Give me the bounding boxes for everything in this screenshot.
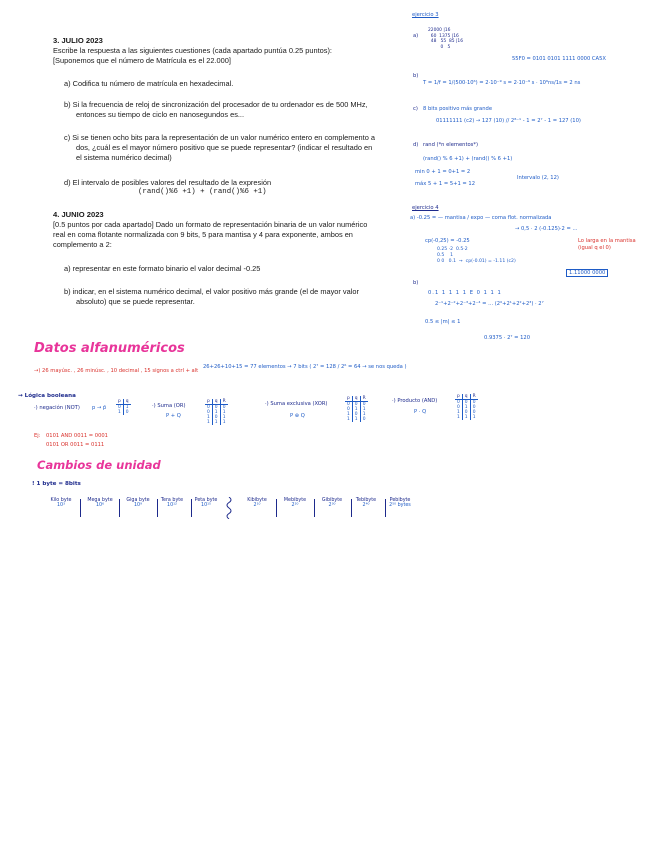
truth-table-cell: p	[116, 399, 123, 405]
unit-value: 10¹⁵	[201, 503, 211, 508]
truth-table-cell: 0	[462, 400, 470, 406]
notes-d-interval: Intervalo (2, 12)	[517, 175, 559, 181]
logic-or-expr: P + Q	[166, 413, 181, 419]
truth-table-header	[205, 399, 228, 405]
notes-d-label: d)	[413, 142, 419, 148]
notes-a-division: 22000 |16 60 1375 |16 48 55 85 |16 0 5	[428, 28, 463, 50]
logic-title-text: Lógica booleana	[24, 393, 76, 399]
notes-e-a2: → 0,5 · 2 (-0.125)·2 = ...	[515, 226, 578, 232]
truth-table-header	[345, 396, 368, 402]
notes-d-text1: rand (*n elementos*)	[423, 142, 478, 148]
truth-table-cell: 0	[470, 405, 478, 410]
truth-table-cell: 0	[220, 405, 228, 411]
unit-value: 10⁶	[95, 503, 105, 508]
notes-b-text: T = 1/f = 1/(500·10⁶) = 2·10⁻⁹ s = 2·10⁻⁹ s · 10⁹ns/1s = 2 ns	[423, 80, 581, 86]
notes-d-text2: (rand() % 6 +1) + (rand() % 6 +1)	[423, 156, 513, 162]
logic-xor-label: ·) Suma exclusiva (XOR)	[265, 401, 328, 407]
alfanum-title: Datos alfanuméricos	[34, 341, 185, 356]
truth-table-cell: 0	[207, 410, 210, 415]
notes-e-red-note: Lo larga en la mantisa (igual q el 0)	[578, 238, 636, 251]
unit-value: 2¹⁰	[253, 503, 261, 508]
logic-and-table	[455, 394, 478, 420]
logic-xor-table	[345, 396, 368, 422]
logic-and-label: ·) Producto (AND)	[392, 398, 438, 404]
unit-name: Gibibyte	[321, 498, 343, 503]
logic-example-line2: 0101 OR 0011 = 0111	[46, 442, 105, 448]
truth-table-cell: p	[205, 399, 212, 405]
section-3-intro: Escribe la respuesta a las siguientes cuestiones (cada apartado puntúa 0.25 puntos): [Suponemos que el número de Matrícula es el 22.000]	[53, 46, 332, 65]
wavy-divider-icon	[225, 497, 233, 519]
logic-example-label: Ej:	[34, 433, 41, 439]
truth-table-cell: R	[360, 396, 368, 402]
truth-table-row	[455, 415, 478, 420]
unit-binary-0	[240, 498, 274, 508]
truth-table-cell: 1	[352, 417, 360, 422]
question-3d-expression: (rand()%6 +1) + (rand()%6 +1)	[138, 188, 267, 196]
unit-separator	[80, 499, 81, 517]
logic-not-expr: p → p̄	[92, 405, 107, 411]
logic-or-table	[205, 399, 228, 425]
truth-table-header	[455, 394, 478, 400]
unit-name: Pebibyte	[389, 498, 411, 503]
truth-table-cell: 1	[220, 410, 228, 415]
units-byte-eq: ! 1 byte = 8bits	[32, 481, 81, 487]
unit-value: 2⁴⁰	[362, 503, 370, 508]
truth-table-cell: 1	[360, 412, 368, 417]
truth-table-cell: 1	[457, 415, 460, 420]
unit-decimal-1	[83, 498, 117, 508]
notes-c-label: c)	[413, 106, 418, 112]
logic-not-table	[116, 399, 131, 415]
truth-table-cell: 0	[118, 405, 121, 410]
truth-table-cell: 1	[347, 412, 350, 417]
question-4a: a) representar en este formato binario el valor decimal -0.25	[64, 264, 261, 273]
truth-table-cell: 0	[207, 405, 210, 410]
notes-e-a: a) -0.25 = — mantisa / expo — coma flot. normalizada	[410, 215, 552, 221]
question-3a: a) Codifica tu número de matrícula en hexadecimal.	[64, 79, 234, 88]
unit-separator	[119, 499, 120, 517]
truth-table-cell: q	[462, 394, 470, 400]
unit-value: 10¹²	[167, 503, 177, 508]
unit-name: Peta byte	[194, 498, 218, 503]
truth-table-cell: 0	[123, 410, 130, 415]
notes-e-b-label: b)	[413, 280, 419, 286]
truth-table-cell: 1	[207, 415, 210, 420]
truth-table-cell: 0	[212, 415, 220, 420]
logic-not-label: ·) negación (NOT)	[34, 405, 80, 411]
notes-a-result: 55F0 = 0101 0101 1111 0000 CA5X	[512, 56, 606, 62]
truth-table-cell: 1	[123, 405, 130, 411]
logic-and-expr: P · Q	[414, 409, 427, 415]
truth-table-cell: 0	[470, 410, 478, 415]
notes-e-red-box-text: 1.11000 0000	[566, 269, 608, 277]
alfanum-calc: 26+26+10+15 = 77 elementos → 7 bits ( 2⁷ = 128 / 2⁶ = 64 → se nos queda )	[203, 364, 407, 370]
truth-table-cell: q	[123, 399, 130, 405]
truth-table-cell: 0	[352, 412, 360, 417]
logic-example-line1: 0101 AND 0011 = 0001	[46, 433, 108, 439]
notes-d-min: min 0 + 1 = 0+1 = 2	[415, 169, 471, 175]
notes-e-b-sum: 2⁻¹+2⁻²+2⁻³+2⁻⁴ = ... (2⁰+2¹+2²+2³) · 2⁷	[435, 301, 544, 307]
truth-table-cell: 0	[212, 405, 220, 411]
unit-decimal-4	[189, 498, 223, 508]
unit-value: 10³	[56, 503, 66, 508]
truth-table-cell: 1	[220, 415, 228, 420]
notes-d-max: máx 5 + 1 = 5+1 = 12	[415, 181, 476, 187]
truth-table-cell: 0	[360, 402, 368, 408]
notes-e-cp: cp(-0,25) = -0.25	[425, 238, 470, 244]
truth-table-cell: 1	[118, 410, 121, 415]
truth-table-cell: 1	[360, 407, 368, 412]
truth-table-cell: 1	[207, 420, 210, 425]
truth-table-cell: 0	[347, 402, 350, 407]
truth-table-cell: 1	[212, 420, 220, 425]
unit-value: 10⁹	[133, 503, 143, 508]
unit-decimal-2	[121, 498, 155, 508]
question-3b: b) Si la frecuencia de reloj de sincronización del procesador de tu ordenador es de 500 MHz, entonces su tiempo de ciclo en nanosegundos es...	[64, 100, 368, 119]
section-3-title: 3. JULIO 2023	[53, 36, 103, 45]
truth-table-cell: p	[455, 394, 462, 400]
notes-b-label: b)	[413, 73, 419, 79]
notes-e-b-result: 0.9375 · 2⁷ = 120	[484, 335, 531, 341]
logic-xor-expr: P ⊕ Q	[290, 413, 305, 419]
truth-table-cell: 1	[220, 420, 228, 425]
notes-e-b-bits: 0.1 1 1 1 1 E 0 1 1 1	[428, 290, 502, 296]
unit-binary-2	[315, 498, 349, 508]
notes-e-heading: ejercicio 4	[412, 205, 439, 211]
truth-table-cell: 1	[462, 415, 470, 420]
truth-table-row	[116, 410, 131, 415]
truth-table-cell: 1	[347, 417, 350, 422]
unit-value: 2³⁰	[328, 503, 336, 508]
logic-or-label: ·) Suma (OR)	[152, 403, 186, 409]
truth-table-cell: R	[220, 399, 228, 405]
question-4b: b) indicar, en el sistema numérico decimal, el valor positivo más grande (el de mayor valor absoluto) que se puede representar.	[64, 287, 359, 306]
truth-table-cell: 0	[352, 402, 360, 408]
section-4-intro: [0.5 puntos por cada apartado] Dado un formato de representación binaria de un valor numérico real en coma flotante normalizada con 9 bits, 5 para mantisa y 4 para exponente, ambos en complemento a 2:	[53, 220, 368, 249]
truth-table-cell: 0	[470, 400, 478, 406]
truth-table-cell: 0	[457, 400, 460, 405]
truth-table-cell: 1	[462, 405, 470, 410]
truth-table-cell: q	[212, 399, 220, 405]
truth-table-row	[345, 417, 368, 422]
truth-table-cell: 0	[347, 407, 350, 412]
question-3c: c) Si se tienen ocho bits para la representación de un valor numérico entero en complemento a dos, ¿cuál es el mayor número positivo que se puede representar? (indicar el resultado en el sistema numérico decimal)	[64, 133, 375, 162]
unit-binary-3	[349, 498, 383, 508]
alfanum-line: →) 26 mayúsc. , 26 minúsc. , 10 decimal , 15 signos a ctrl + alt	[34, 368, 199, 374]
notes-c-text2: 01111111 (c2) → 127 (10) // 2⁸⁻¹ - 1 = 2⁷ - 1 = 127 (10)	[436, 118, 581, 124]
truth-table-cell: 0	[462, 410, 470, 415]
unit-value: 2⁵⁰ bytes	[389, 503, 411, 508]
truth-table-cell: p	[345, 396, 352, 402]
notes-e-b-last: 0.5 ≤ |m| ≤ 1	[425, 319, 461, 325]
unit-separator	[276, 499, 277, 517]
notes-c-text1: 8 bits positivo más grande	[423, 106, 493, 112]
truth-table-cell: 0	[457, 405, 460, 410]
unit-name: Kibibyte	[247, 498, 267, 503]
section-4-title: 4. JUNIO 2023	[53, 210, 104, 219]
truth-table-cell: 1	[212, 410, 220, 415]
unit-name: Mebibyte	[283, 498, 307, 503]
logic-title: → Lógica booleana	[18, 393, 76, 399]
unit-decimal-3	[155, 498, 189, 508]
unit-name: Mega byte	[87, 498, 113, 503]
unit-name: Tera byte	[160, 498, 184, 503]
units-byte-eq-text: 1 byte = 8bits	[36, 481, 81, 487]
notes-e-red-box	[566, 270, 608, 277]
unit-name: Giga byte	[126, 498, 150, 503]
truth-table-cell: q	[352, 396, 360, 402]
truth-table-cell: R	[470, 394, 478, 400]
notes-e-calc: 0.25 ·2 0.5·2 0.5 1 0 0 0.1 → cp(-0.01) = -1.11 (c2)	[437, 247, 516, 264]
truth-table-row	[205, 420, 228, 425]
unit-decimal-0	[44, 498, 78, 508]
notes-a-label: a)	[413, 33, 419, 39]
unit-name: Tebibyte	[355, 498, 377, 503]
unit-binary-4	[383, 498, 417, 508]
truth-table-cell: 0	[360, 417, 368, 422]
truth-table-cell: 1	[352, 407, 360, 412]
units-title: Cambios de unidad	[37, 458, 161, 472]
truth-table-cell: 1	[457, 410, 460, 415]
unit-name: Kilo byte	[50, 498, 72, 503]
unit-binary-1	[278, 498, 312, 508]
unit-value: 2²⁰	[291, 503, 299, 508]
question-3d: d) El intervalo de posibles valores del resultado de la expresión	[64, 178, 272, 187]
notes-heading: ejercicio 3	[412, 12, 439, 18]
truth-table-cell: 1	[470, 415, 478, 420]
